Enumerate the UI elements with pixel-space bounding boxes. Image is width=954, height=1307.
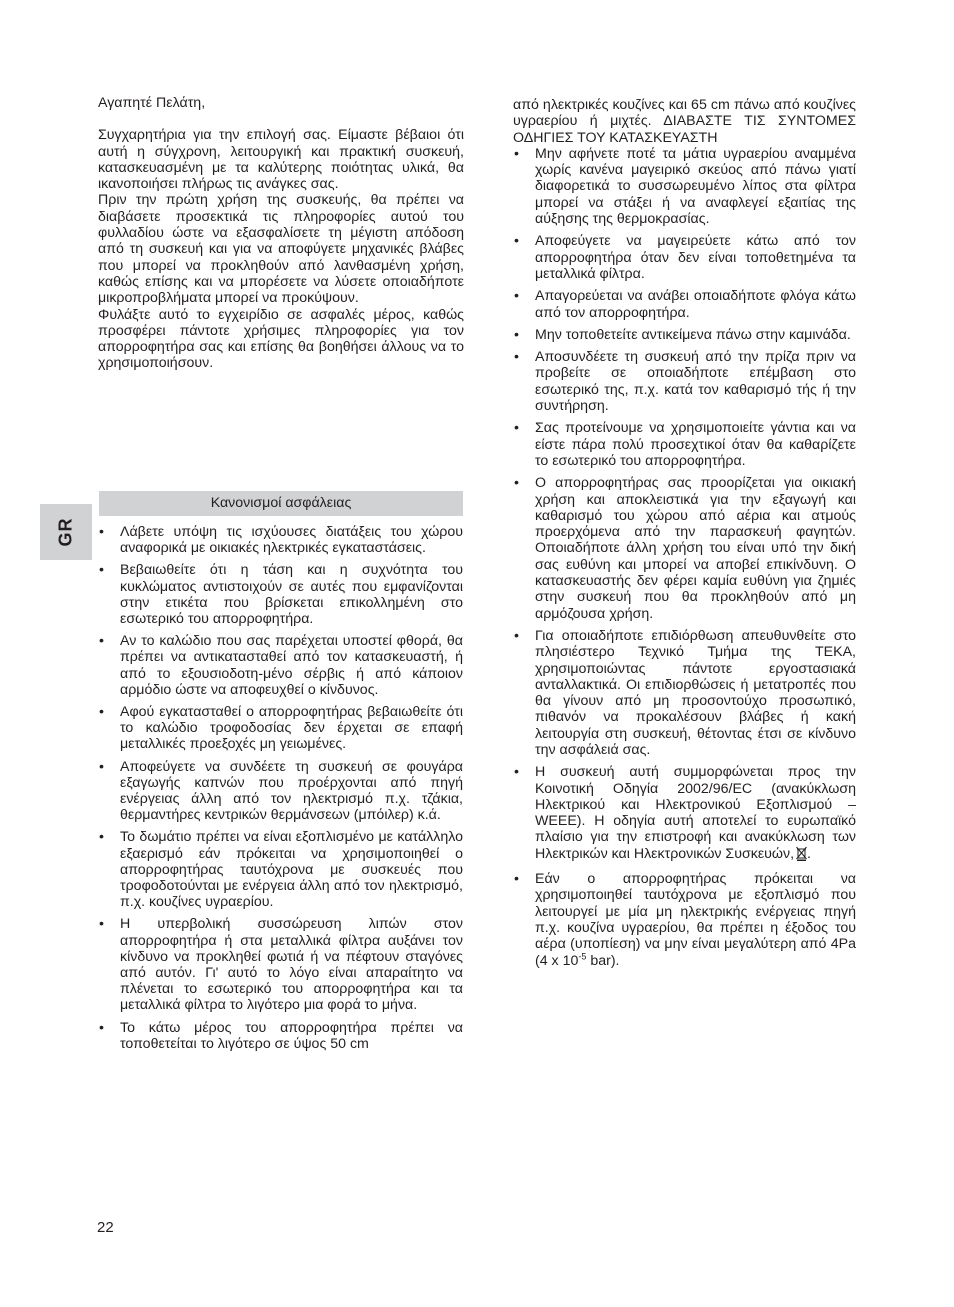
- list-item-repair: [513, 628, 856, 758]
- list-item: • Σας προτείνουμε να χρησιμοποιείτε γάντια και να είστε πάρα πολύ προσεχτικοί όταν θα καθαρίζετε το εσωτερικό του απορροφητήρα.: [513, 420, 856, 469]
- repair-text-end: , χρησιμοποιώντας πάντοτε εργοστασιακά ανταλλακτικά. Οι επιδιορθώσεις ή μετατροπές που θα γίνουν από μη προσοντούχο προσωπικό, πιθανόν να προκαλέσουν βλάβες ή κακή λειτουργία στη συσκευή, θέτοντας έτσι σε κίνδυνο την ασφάλειά σας.: [535, 644, 856, 758]
- safety-heading: Κανονισμοί ασφάλειας: [99, 491, 463, 516]
- repair-text: Για οποιαδήποτε επιδιόρθωση απευθυνθείτε στο πλησιέστερο Τεχνικό Τμήμα της: [535, 627, 856, 661]
- list-item: • Το δωμάτιο πρέπει να είναι εξοπλισμένο με κατάλληλο εξαερισμό εάν πρόκειται να χρησιμοποιηθεί ο απορροφητήρας ταυτόχρονα με συσκευές που τροφοδοτούνται με ενέργεια άλλη από τον ηλεκτρισμό, π.χ. κουζίνες υγραερίου.: [98, 829, 463, 910]
- list-item: • Η υπερβολική συσσώρευση λιπών στον απορροφητήρα ή στα μεταλλικά φίλτρα αυξάνει τον κίνδυνο να προκληθεί φωτιά ή να πέφτουν σταγόνες από αυτόν. Γι' αυτό το λόγο είναι απαραίτητο να πλένεται το εσωτερικό του απορροφητήρα και τα μεταλλικά φίλτρα το λιγότερο μια φορά το μήνα.: [98, 916, 463, 1013]
- safety-list-left: [98, 524, 463, 1058]
- continuation-paragraph: από ηλεκτρικές κουζίνες και 65 cm πάνω από κουζίνες υγραερίου ή μιχτές. ΔΙΑΒΑΣΤΕ ΤΙΣ ΣΥΝΤΟΜΕΣ ΟΔΗΓΙΕΣ ΤΟΥ ΚΑΤΑΣΚΕΥΑΣΤΗ: [513, 97, 856, 146]
- intro-paragraph-3: Φυλάξτε αυτό το εγχειρίδιο σε ασφαλές μέρος, καθώς προσφέρει πάντοτε χρήσιμες πληροφορίες για τον απορροφητήρα σας και επίσης θα βοηθήσει άλλους να το χρησιμοποιήσουν.: [98, 306, 464, 372]
- list-item: • Βεβαιωθείτε ότι η τάση και η συχνότητα του κυκλώματος αντιστοιχούν σε αυτές που εμφανίζονται στην ετικέτα που βρίσκεται επικολλημένη στο εσωτερικό του απορροφητήρα.: [98, 562, 463, 627]
- pressure-exponent: -5: [578, 950, 587, 961]
- list-item: • Ο απορροφητήρας σας προορίζεται για οικιακή χρήση και αποκλειστικά για την εξαγωγή και καθαρισμό του χώρου από αέρια και ατμούς προερχόμενα από την παρασκευή φαγητών. Οποιαδήποτε άλλη χρήση του είναι υπό την δική σας ευθύνη και μπορεί να αποβεί επικίνδυνη. Ο κατασκευαστής δεν φέρει καμία ευθύνη για ζημιές στην συσκευή που θα προκληθούν από μη αρμόζουσα χρήση.: [513, 475, 856, 622]
- pressure-text-end: bar).: [586, 952, 620, 969]
- pressure-text: Εάν ο απορροφητήρας πρόκειται να χρησιμοποιηθεί ταυτόχρονα με εξοπλισμό που λειτουργεί με μία μη ηλεκτρικής ενέργειας πηγή π.χ. κουζίνα υγραερίου, θα πρέπει η έξοδος του αέρα (υποπίεση) να μην είναι μεγαλύτερη από 4Pa (4 x 10: [535, 871, 856, 969]
- intro-paragraph-2: Πριν την πρώτη χρήση της συσκευής, θα πρέπει να διαβάσετε προσεκτικά τις πληροφορίες αυτού του φυλλαδίου ώστε να εξασφαλίσετε τη μέγιστη απόδοση από τη συσκευή και για να αποφύγετε μηχανικές βλάβες που μπορεί να προκληθούν από λανθασμένη χρήση, καθώς επίσης και να μπορέσετε να λύσετε οποιαδήποτε μικροπροβλήματα μπορεί να προκύψουν.: [98, 192, 464, 307]
- intro-paragraph-1: Συγχαρητήρια για την επιλογή σας. Είμαστε βέβαιοι ότι αυτή η σύγχρονη, λειτουργική και πρακτική συσκευή, κατασκευασμένη με τα καλύτερης ποιότητας υλικά, θα ικανοποιήσει πλήρως τις ανάγκες σας.: [98, 127, 464, 193]
- weee-text-end: .: [807, 845, 811, 862]
- language-tab-label: GR: [55, 517, 76, 547]
- safety-list-right: [513, 146, 856, 969]
- weee-bin-icon: [796, 846, 807, 865]
- greeting: Αγαπητέ Πελάτη,: [98, 95, 206, 111]
- brand-name: TEKA: [814, 644, 853, 661]
- list-item-pressure: [513, 871, 856, 969]
- language-tab: [40, 504, 92, 560]
- list-item: • Απαγορεύεται να ανάβει οποιαδήποτε φλόγα κάτω από τον απορροφητήρα.: [513, 288, 856, 321]
- intro-section: [98, 95, 464, 372]
- weee-text: Η συσκευή αυτή συμμορφώνεται προς την Κοινοτική Οδηγία 2002/96/EC (ανακύκλωση Ηλεκτρικού και Ηλεκτρονικού Εξοπλισμού –WEEE). Η οδηγία αυτή αποτελεί το ευρωπαϊκό πλαίσιο για την επιστροφή και ανακύκλωση των Ηλεκτρικών και Ηλεκτρονικών Συσκευών,: [535, 764, 856, 862]
- list-item: • Αποφεύγετε να μαγειρεύετε κάτω από τον απορροφητήρα όταν δεν είναι τοποθετημένα τα μεταλλικά φίλτρα.: [513, 233, 856, 282]
- list-item: • Μην τοποθετείτε αντικείμενα πάνω στην καμινάδα.: [513, 327, 856, 343]
- list-item: • Αν το καλώδιο που σας παρέχεται υποστεί φθορά, θα πρέπει να αντικατασταθεί από τον κατασκευαστή, ή από το εξουσιοδοτη-μένο σέρβις ή από κάποιον αρμόδιο ώστε να αποφευχθεί ο κίνδυνος.: [98, 633, 463, 698]
- list-item: • Αφού εγκατασταθεί ο απορροφητήρας βεβαιωθείτε ότι το καλώδιο τροφοδοσίας δεν έρχεται σε επαφή μεταλλικές προεξοχές μη γειωμένες.: [98, 704, 463, 753]
- list-item-weee: [513, 764, 856, 865]
- list-item: • Αποσυνδέετε τη συσκευή από την πρίζα πριν να προβείτε σε οποιαδήποτε επέμβαση στο εσωτερικό της, π.χ. κατά τον καθαρισμό τής ή την συντήρηση.: [513, 349, 856, 414]
- safety-right-column: [513, 97, 856, 975]
- list-item: • Λάβετε υπόψη τις ισχύουσες διατάξεις του χώρου αναφορικά με οικιακές ηλεκτρικές εγκαταστάσεις.: [98, 524, 463, 556]
- list-item: • Μην αφήνετε ποτέ τα μάτια υγραερίου αναμμένα χωρίς κανένα μαγειρικό σκεύος από πάνω γιατί διαφορετικά το συσσωρευμένο λίπος στα φίλτρα μπορεί να στάξει ή να αναφλεγεί εξαιτίας της αύξησης της θερμοκρασίας.: [513, 146, 856, 227]
- page-number: 22: [97, 1219, 114, 1236]
- list-item: • Το κάτω μέρος του απορροφητήρα πρέπει να τοποθετείται το λιγότερο σε ύψος 50 cm: [98, 1020, 463, 1052]
- list-item: • Αποφεύγετε να συνδέετε τη συσκευή σε φουγάρα εξαγωγής καπνών που προέρχονται από πηγή ενέργειας άλλη από τον ηλεκτρισμό π.χ. τζάκια, θερμαντήρες κεντρικών θερμάνσεων (μπόιλερ) κ.ά.: [98, 759, 463, 824]
